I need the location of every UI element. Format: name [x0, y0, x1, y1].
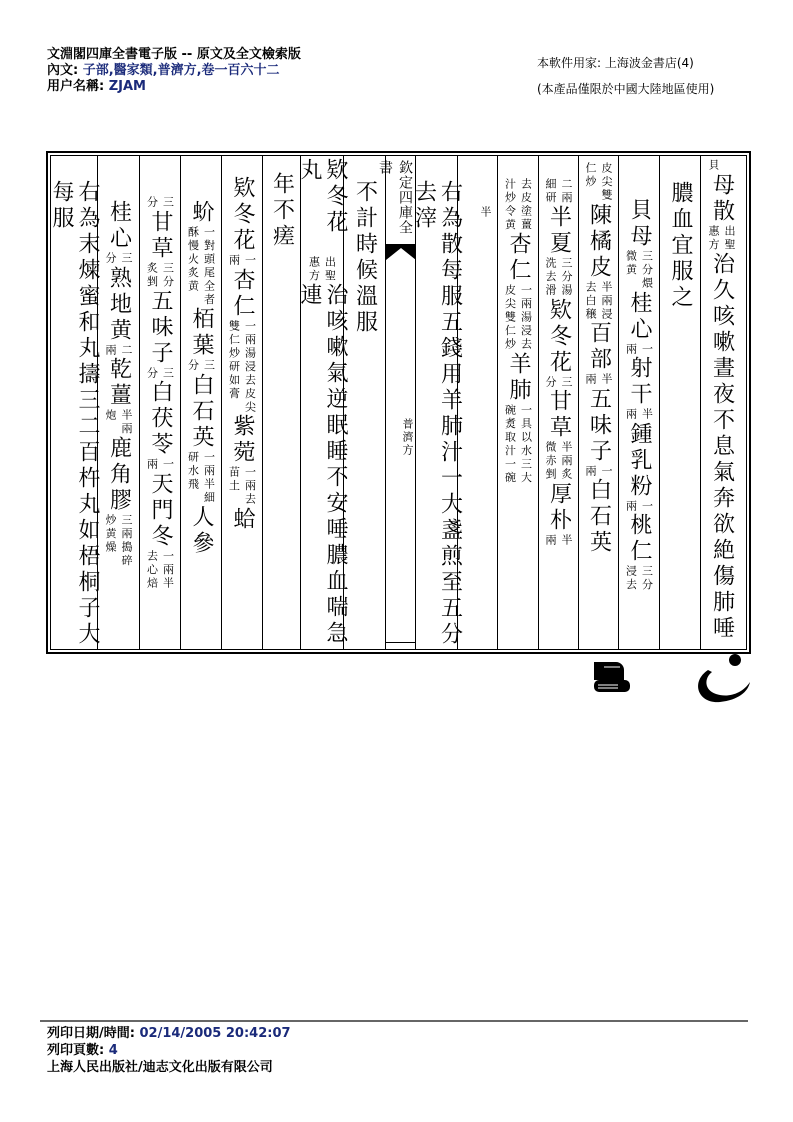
annotation-right: 皮尖雙 — [600, 162, 613, 203]
annotation-left: 兩 — [584, 373, 597, 387]
annotation-right: 半兩炙 — [560, 441, 573, 482]
footer-divider — [40, 1020, 748, 1022]
annotation-left: 雙仁炒研如膏 — [227, 319, 241, 401]
main-text: 天門冬 — [148, 471, 173, 550]
text-column — [659, 156, 700, 649]
books-logo-icon — [594, 662, 630, 692]
annotation — [584, 162, 613, 203]
annotation-right: 三分 — [161, 261, 175, 289]
annotation-left: 分 — [186, 359, 200, 373]
text-column — [139, 156, 180, 649]
annotation-right: 三 — [161, 196, 175, 210]
annotation-right: 一 — [243, 254, 257, 268]
annotation — [625, 343, 654, 357]
main-text: 欵冬花 — [230, 176, 255, 254]
annotation-left: 貝 — [707, 159, 720, 173]
text-column — [411, 156, 463, 649]
main-text: 栢葉 — [189, 307, 214, 359]
annotation-left: 惠方 — [307, 255, 321, 283]
annotation-right: 二 — [120, 343, 133, 357]
main-text: 蚧 — [189, 200, 214, 226]
annotation-left: 分 — [145, 366, 159, 380]
text-column — [180, 156, 221, 649]
main-text: 杏仁 — [230, 267, 255, 320]
main-text: 欵冬花丸 — [297, 158, 348, 236]
annotation — [228, 254, 257, 268]
annotation — [625, 500, 654, 514]
annotation-left: 去心焙 — [145, 549, 159, 590]
annotation-right: 一 — [640, 342, 654, 356]
main-text: 乾薑 — [106, 357, 132, 409]
annotation-left: 炮 — [104, 409, 117, 423]
annotation-right: 三 — [560, 375, 573, 389]
publisher: 上海人民出版社/迪志文化出版有限公司 — [47, 1060, 273, 1075]
main-text: 人參 — [189, 504, 214, 557]
annotation — [584, 373, 613, 387]
annotation-left: 兩 — [544, 533, 557, 547]
annotation-left: 分 — [104, 252, 117, 266]
print-pages: 列印頁數: 4 — [47, 1043, 118, 1058]
main-text: 半夏 — [546, 205, 572, 257]
annotation-left: 研水飛 — [186, 450, 200, 491]
annotation-right: 三 — [120, 252, 133, 266]
main-text: 杏仁 — [506, 232, 531, 284]
annotation-left: 分 — [544, 375, 557, 389]
annotation — [544, 441, 573, 482]
main-text: 陳橘皮 — [586, 202, 612, 281]
annotation-right: 半 — [560, 533, 573, 547]
annotation-left: 兩 — [624, 408, 638, 422]
annotation — [707, 225, 736, 252]
annotation — [504, 404, 533, 485]
annotation-left: 去白穣 — [584, 280, 597, 321]
annotation-right: 三 — [202, 359, 216, 373]
annotation-right: 一兩湯浸去皮尖 — [243, 319, 257, 414]
calligraphy-logo-icon — [698, 654, 750, 702]
annotation — [228, 320, 257, 415]
annotation-left: 仁炒 — [584, 162, 597, 189]
annotation-left: 兩 — [145, 458, 159, 472]
text-column — [49, 156, 100, 649]
main-text: 羊肺 — [506, 351, 531, 404]
annotation — [308, 256, 337, 283]
annotation-left: 兩 — [227, 254, 241, 268]
annotation — [544, 178, 573, 205]
annotation-left: 微赤剉 — [544, 441, 557, 482]
content-path-value: 子部,醫家類,普濟方,卷一百六十二 — [82, 63, 280, 78]
annotation-right: 去皮塗薑 — [519, 178, 533, 232]
footer-info — [47, 1025, 291, 1076]
annotation-left: 分 — [145, 196, 159, 210]
licensee: 本軟件用家: 上海波金書店(4) — [537, 56, 694, 70]
main-text: 白石英 — [586, 478, 612, 556]
annotation — [104, 514, 133, 568]
license-info — [537, 50, 714, 102]
annotation — [707, 159, 736, 173]
annotation-right: 半兩 — [120, 409, 133, 436]
annotation-right: 三 — [161, 366, 175, 380]
annotation-right: 一兩半細 — [202, 450, 216, 505]
annotation-right: 一 — [600, 464, 613, 478]
username-value: ZJAM — [108, 79, 146, 94]
annotation — [146, 196, 175, 210]
annotation — [104, 252, 133, 266]
annotation-left — [463, 206, 476, 220]
annotation-right: 一兩半 — [161, 549, 175, 590]
annotation-right: 一具以水三大 — [519, 403, 533, 485]
publisher-seals — [590, 652, 750, 708]
annotation — [146, 367, 175, 381]
main-text: 貝母 — [627, 198, 652, 250]
usage-notice: (本產品僅限於中國大陸地區使用) — [537, 82, 715, 96]
gutter-book-title: 普濟方 — [401, 418, 414, 457]
annotation — [187, 451, 216, 505]
main-text: 白石英 — [189, 372, 214, 451]
content-path: 內文: 子部,醫家類,普濟方,卷一百六十二 — [47, 63, 280, 78]
annotation-left: 汁炒令黄 — [503, 178, 517, 232]
main-text: 桃仁 — [627, 513, 652, 565]
text-column — [457, 156, 497, 649]
annotation — [104, 409, 133, 436]
annotation-left: 浸去 — [624, 565, 638, 592]
main-text: 右為散每服五錢用羊肺汁一大盞煎至五分去滓 — [411, 180, 463, 648]
annotation-right: 半兩浸 — [600, 280, 613, 321]
annotation-left: 細研 — [544, 178, 557, 205]
main-text: 欵冬花 — [546, 297, 572, 376]
annotation-left: 兩 — [104, 343, 117, 357]
annotation — [146, 262, 175, 289]
text-column — [343, 156, 385, 649]
annotation — [504, 178, 533, 232]
main-text: 五味子 — [148, 288, 173, 367]
text-columns — [50, 155, 747, 650]
annotation-left: 酥慢火炙黄 — [186, 226, 200, 294]
annotation-right: 一 — [161, 458, 175, 472]
annotation-right: 三分 — [640, 565, 654, 592]
gutter-title: 欽定四庫全書 — [386, 160, 415, 245]
annotation — [146, 458, 175, 472]
document-title: 文淵閣四庫全書電子版 -- 原文及全文檢索版 — [47, 47, 301, 62]
text-column — [538, 156, 578, 649]
annotation — [625, 408, 654, 422]
main-text: 桂心 — [106, 200, 132, 252]
text-column — [700, 156, 742, 649]
text-column — [497, 156, 538, 649]
annotation-left: 炒黄燥 — [104, 514, 117, 555]
main-text: 百部 — [586, 321, 612, 373]
annotation-right: 一 — [640, 499, 654, 513]
text-frame — [46, 151, 751, 654]
header-info — [47, 47, 301, 95]
annotation — [146, 550, 175, 591]
annotation — [544, 534, 573, 548]
annotation-left: 洗去滑 — [544, 257, 557, 298]
annotation-right: 出聖 — [723, 224, 736, 252]
main-text: 鍾乳粉 — [627, 421, 652, 500]
annotation-left: 惠方 — [707, 224, 720, 252]
annotation — [625, 565, 654, 592]
annotation — [187, 226, 216, 307]
annotation-right — [723, 159, 736, 173]
annotation-left: 微黄 — [624, 250, 638, 277]
print-date: 列印日期/時間: 02/14/2005 20:42:07 — [47, 1026, 291, 1041]
annotation — [504, 284, 533, 352]
main-text: 鹿角膠 — [106, 436, 132, 514]
main-text: 五味子 — [586, 386, 612, 465]
annotation-right: 三分煨 — [640, 250, 654, 291]
main-text: 母散 — [709, 172, 735, 225]
main-text: 紫菀 — [230, 414, 255, 466]
annotation-left: 苗土 — [227, 466, 241, 493]
annotation-right: 半 — [479, 206, 492, 220]
annotation-right: 二兩 — [560, 178, 573, 205]
text-column — [262, 156, 300, 649]
text-column — [97, 156, 139, 649]
main-text: 蛤 — [230, 506, 255, 533]
main-text: 治咳嗽氣逆眠睡不安唾膿血喘急連 — [297, 282, 348, 647]
annotation-right: 一對頭尾全者 — [202, 226, 216, 307]
annotation — [104, 344, 133, 358]
main-text: 膿血宜服之 — [668, 181, 693, 311]
annotation-left: 炙剉 — [145, 261, 159, 289]
main-text: 年不瘥 — [269, 172, 295, 250]
main-text: 桂心 — [627, 290, 652, 343]
annotation-right: 出聖 — [323, 255, 337, 283]
annotation-right: 一兩去 — [243, 466, 257, 507]
text-column — [297, 156, 348, 649]
text-column — [221, 156, 262, 649]
annotation-left: 皮尖雙仁炒 — [503, 284, 517, 352]
annotation — [228, 466, 257, 507]
annotation-right: 半 — [600, 373, 613, 387]
main-text: 甘草 — [546, 389, 572, 441]
annotation — [625, 250, 654, 291]
main-text: 熟地黄 — [106, 265, 132, 344]
annotation-left: 兩 — [624, 342, 638, 356]
main-text: 厚朴 — [546, 481, 572, 534]
main-text: 白茯苓 — [148, 380, 173, 458]
annotation-left: 兩 — [624, 499, 638, 513]
main-text: 不計時候溫服 — [352, 180, 378, 336]
annotation-right: 一兩湯浸去 — [519, 284, 533, 352]
main-text: 射干 — [627, 356, 652, 408]
annotation-right: 半 — [640, 408, 654, 422]
annotation — [584, 281, 613, 322]
annotation — [187, 359, 216, 373]
annotation-right: 三兩搗碎 — [120, 514, 133, 568]
annotation — [544, 376, 573, 390]
text-column — [578, 156, 618, 649]
text-column — [618, 156, 659, 649]
annotation-right: 三分湯 — [560, 257, 573, 298]
main-text: 治久咳嗽晝夜不息氣奔欲絶傷肺唾 — [709, 251, 735, 642]
annotation — [584, 465, 613, 479]
annotation-left: 碗煑取汁一碗 — [503, 403, 517, 485]
main-text: 右為末煉蜜和丸擣三二百杵丸如梧桐子大每服 — [49, 180, 100, 648]
username: 用户名稱: ZJAM — [47, 79, 146, 94]
annotation — [544, 257, 573, 298]
main-text: 甘草 — [148, 209, 173, 262]
annotation-left: 兩 — [584, 464, 597, 478]
annotation — [463, 206, 492, 220]
